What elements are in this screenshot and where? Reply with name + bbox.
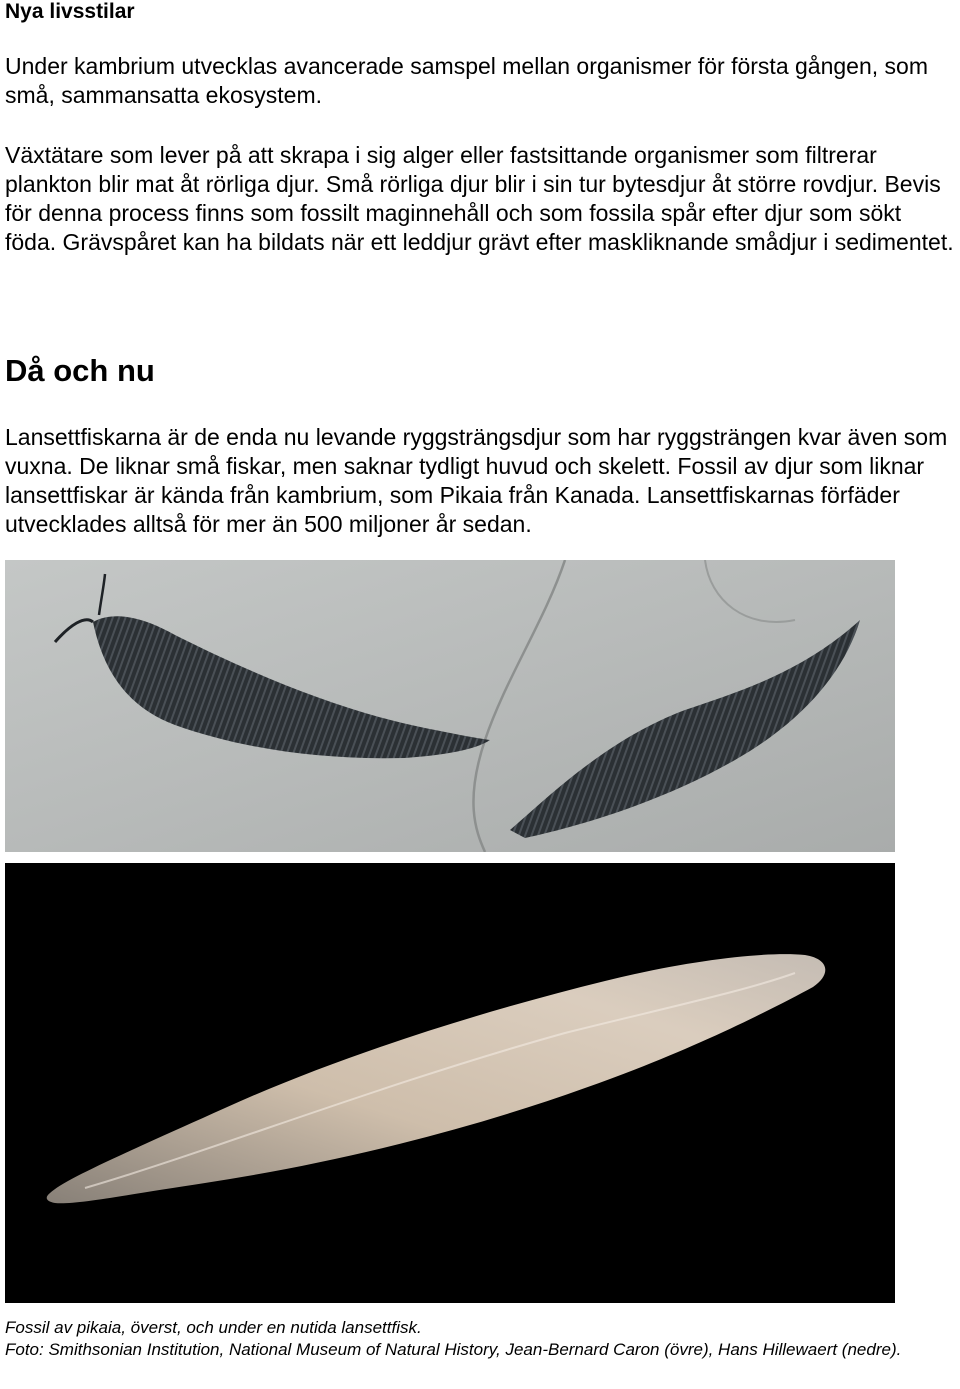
photo-credit: Foto: Smithsonian Institution, National Museum of Natural History, Jean-Bernard Caron (övre), Hans Hillewaert (nedre).: [5, 1340, 902, 1359]
lancelet-photo: [5, 863, 895, 1303]
paragraph-lansettfiskar: Lansettfiskarna är de enda nu levande ryggsträngsdjur som har ryggsträngen kvar även som vuxna. De liknar små fiskar, men saknar tydligt huvud och skelett. Fossil av djur som liknar lansettfiskar är kända från kambrium, som Pikaia från Kanada. Lansettfiskarnas förfäder utvecklades alltså för mer än 500 miljoner år sedan.: [5, 424, 948, 537]
figure-caption: Fossil av pikaia, överst, och under en nutida lansettfisk.: [5, 1318, 422, 1337]
section-heading-da-och-nu: Då och nu: [5, 353, 155, 388]
section-heading-nya-livsstilar: Nya livsstilar: [5, 0, 135, 23]
paragraph-kambrium-intro: Under kambrium utvecklas avancerade samspel mellan organismer för första gången, som små, sammansatta ekosystem.: [5, 53, 928, 108]
pikaia-fossil-photo: [5, 560, 895, 852]
paragraph-vaxtatare: Växtätare som lever på att skrapa i sig alger eller fastsittande organismer som filtrerar plankton blir mat åt rörliga djur. Små rörliga djur blir i sin tur bytesdjur åt större rovdjur. Bevis för denna process finns som fossilt maginnehåll och som fossila spår efter djur som sökt föda. Grävspåret kan ha bildats när ett leddjur grävt efter maskliknande smådjur i sedimentet.: [5, 142, 954, 255]
